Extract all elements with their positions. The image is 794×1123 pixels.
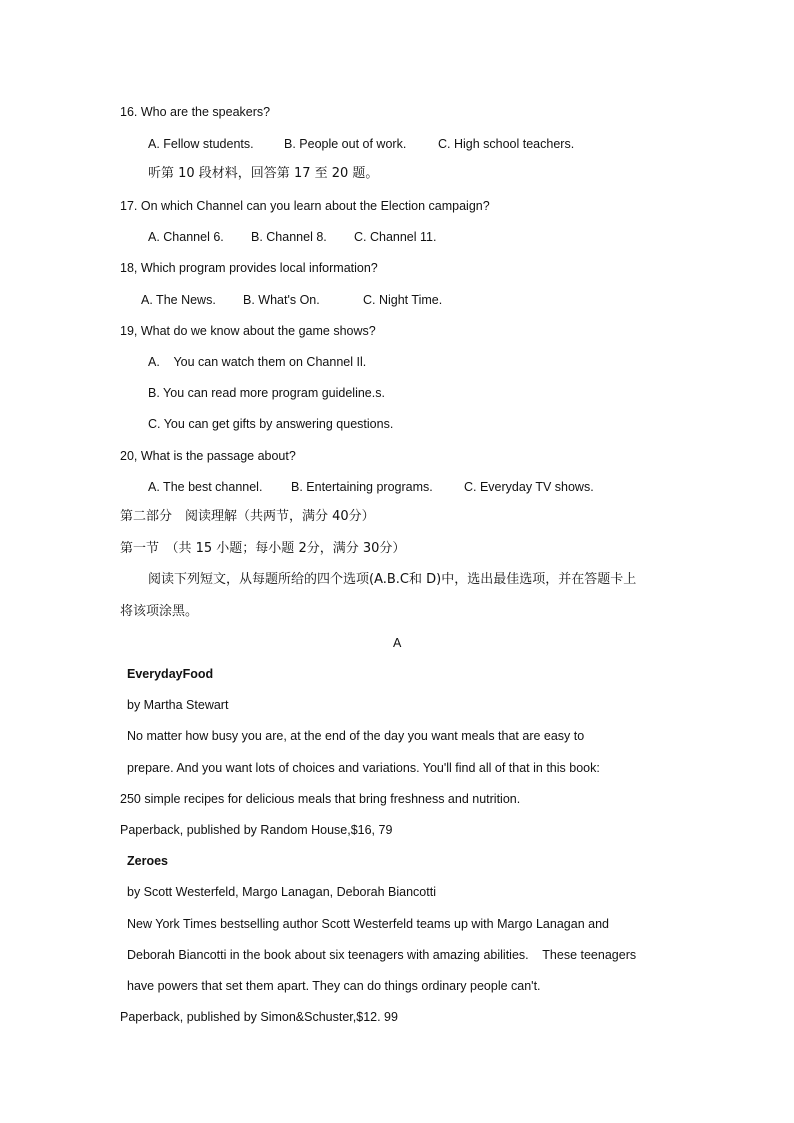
book-author: by Martha Stewart [127, 698, 229, 712]
section1-title: 第一节 （共 15 小题；每小题 2分，满分 30分） [120, 541, 406, 556]
book-description-line: 250 simple recipes for delicious meals that bring freshness and nutrition. [120, 792, 521, 806]
directions-line-2: 将该项涂黑。 [120, 604, 199, 619]
book-title: EverydayFood [127, 667, 214, 681]
listening-instruction: 听第 10 段材料，回答第 17 至 20 题。 [148, 166, 379, 181]
q19-option-a: A. You can watch them on Channel Il. [148, 355, 367, 369]
directions-line-1: 阅读下列短文，从每题所给的四个选项(A.B.C和 D)中，选出最佳选项，并在答题卡上 [148, 572, 637, 587]
q20-stem: 20, What is the passage about? [120, 449, 296, 463]
q16-option-a: A. Fellow students. [148, 137, 254, 151]
book-description-line: Deborah Biancotti in the book about six teenagers with amazing abilities. These teenagers [127, 948, 637, 962]
q16-option-c: C. High school teachers. [438, 137, 575, 151]
q18-option-b: B. What's On. [243, 293, 320, 307]
book-author: by Scott Westerfeld, Margo Lanagan, Deborah Biancotti [127, 885, 436, 899]
q17-option-c: C. Channel 11. [354, 230, 437, 244]
q16-option-b: B. People out of work. [284, 137, 407, 151]
q16-stem: 16. Who are the speakers? [120, 105, 271, 119]
q20-option-a: A. The best channel. [148, 480, 263, 494]
book-publisher-price: Paperback, published by Simon&Schuster,$12. 99 [120, 1010, 398, 1024]
book-title: Zeroes [127, 854, 168, 868]
book-publisher-price: Paperback, published by Random House,$16, 79 [120, 823, 393, 837]
q20-option-c: C. Everyday TV shows. [464, 480, 594, 494]
q17-option-b: B. Channel 8. [251, 230, 327, 244]
q20-option-b: B. Entertaining programs. [291, 480, 433, 494]
book-description-line: prepare. And you want lots of choices and variations. You'll find all of that in this book: [127, 761, 600, 775]
book-description-line: New York Times bestselling author Scott Westerfeld teams up with Margo Lanagan and [127, 917, 609, 931]
q19-stem: 19, What do we know about the game shows? [120, 324, 376, 338]
part2-title: 第二部分 阅读理解（共两节，满分 40分） [120, 509, 375, 524]
passage-label: A [393, 636, 402, 650]
q18-option-c: C. Night Time. [363, 293, 443, 307]
book-description-line: No matter how busy you are, at the end of the day you want meals that are easy to [127, 729, 585, 743]
q17-option-a: A. Channel 6. [148, 230, 224, 244]
q18-option-a: A. The News. [141, 293, 216, 307]
q19-option-c: C. You can get gifts by answering questions. [148, 417, 394, 431]
q18-stem: 18, Which program provides local information? [120, 261, 378, 275]
q19-option-b: B. You can read more program guideline.s. [148, 386, 385, 400]
q17-stem: 17. On which Channel can you learn about the Election campaign? [120, 199, 490, 213]
book-description-line: have powers that set them apart. They can do things ordinary people can't. [127, 979, 541, 993]
